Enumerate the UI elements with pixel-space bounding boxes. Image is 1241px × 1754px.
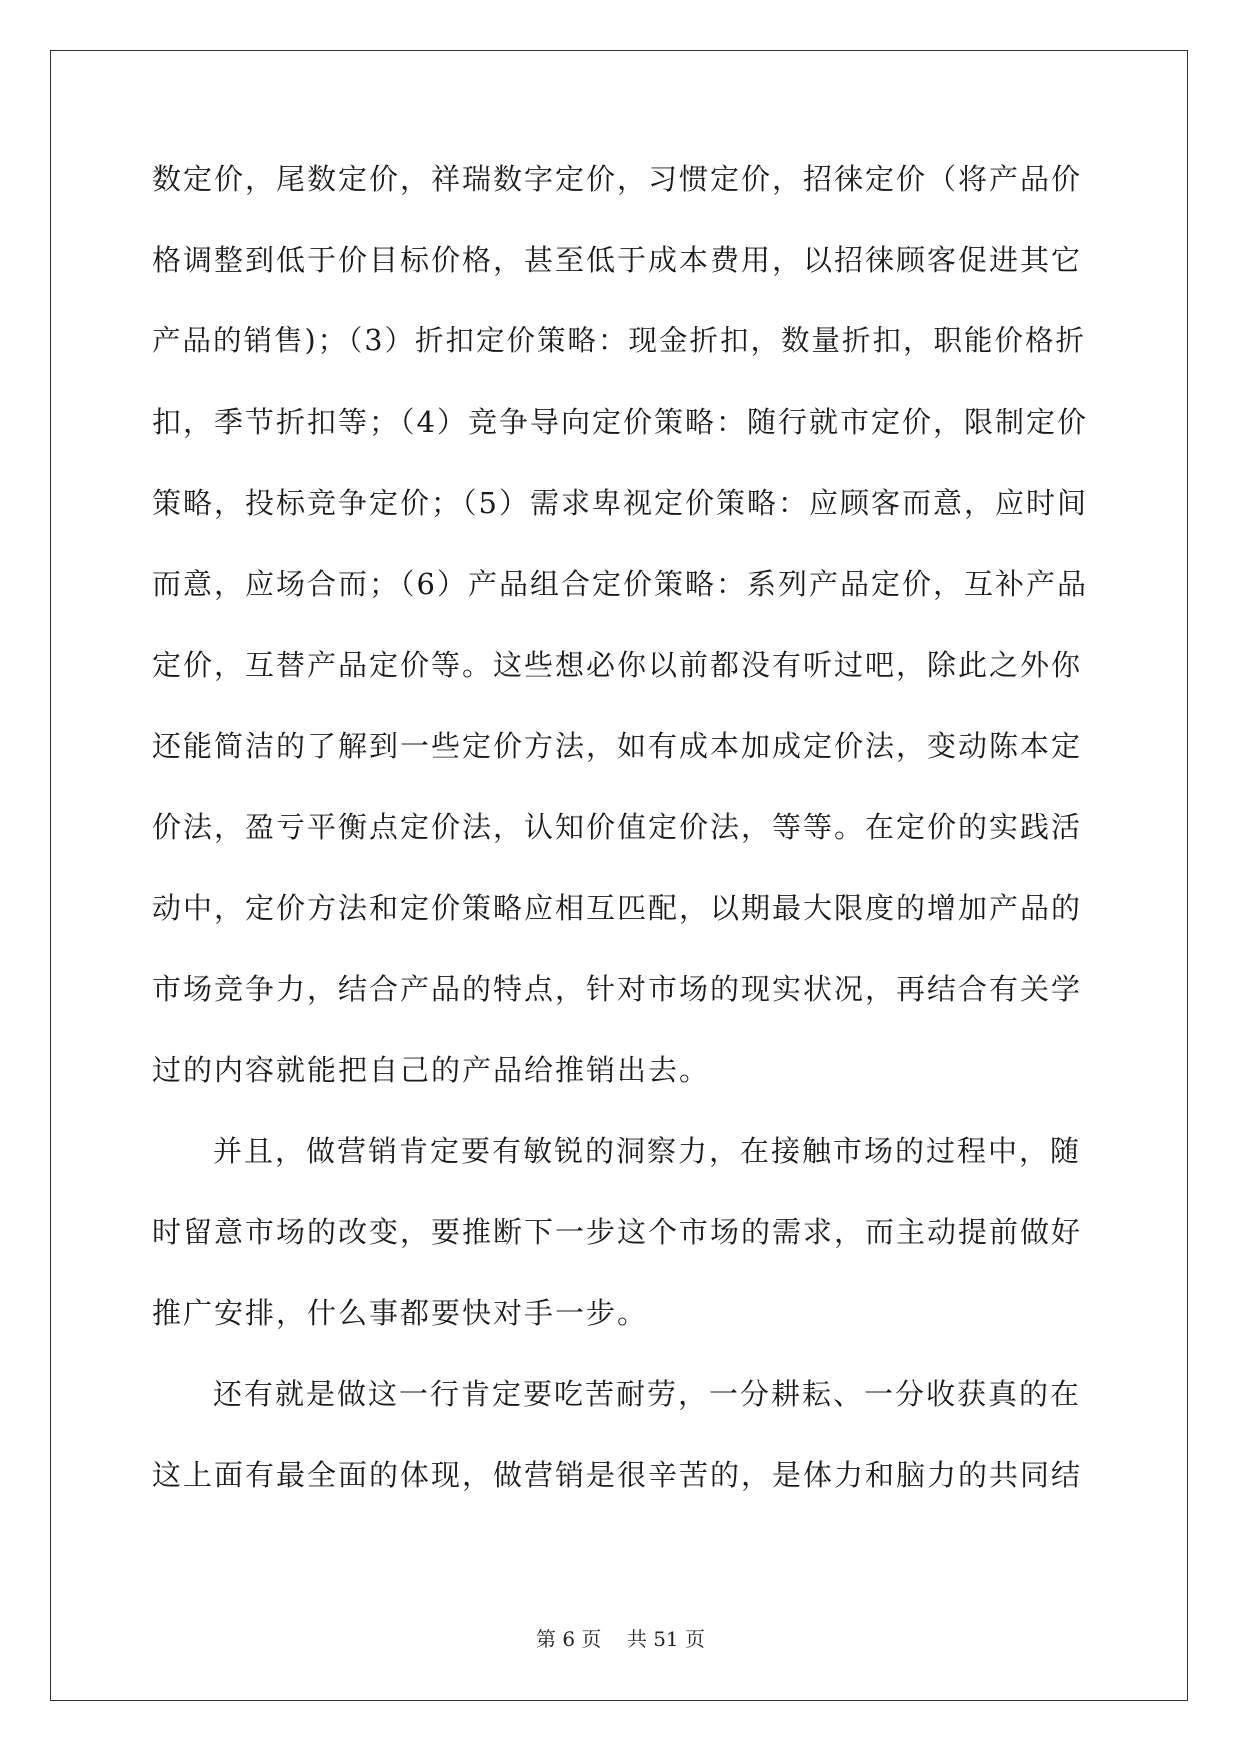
document-body: [152, 163, 1092, 1540]
text-line: 数定价，尾数定价，祥瑞数字定价，习惯定价，招徕定价（将产品价: [152, 162, 1083, 196]
text-line: 动中，定价方法和定价策略应相互匹配，以期最大限度的增加产品的: [152, 891, 1083, 925]
paragraph-first-line: 并且，做营销肯定要有敏锐的洞察力，在接触市场的过程中，随: [213, 1134, 1082, 1168]
text-line: 还能简洁的了解到一些定价方法，如有成本加成定价法，变动陈本定: [152, 729, 1083, 763]
text-line: 过的内容就能把自己的产品给推销出去。: [152, 1053, 711, 1087]
text-line: 产品的销售)；（3）折扣定价策略：现金折扣，数量折扣，职能价格折: [152, 324, 1087, 357]
page-number: 第 6 页 共 51 页: [535, 1627, 706, 1651]
text-line: 定价，互替产品定价等。这些想必你以前都没有听过吧，除此之外你: [152, 648, 1083, 682]
text-line: 价法，盈亏平衡点定价法，认知价值定价法，等等。在定价的实践活: [152, 810, 1083, 844]
text-line: 策略，投标竞争定价；（5）需求卑视定价策略：应顾客而意，应时间: [152, 486, 1088, 520]
paragraph-first-line: 还有就是做这一行肯定要吃苦耐劳，一分耕耘、一分收获真的在: [213, 1377, 1082, 1411]
text-line: 扣，季节折扣等；（4）竞争导向定价策略：随行就市定价，限制定价: [152, 405, 1088, 439]
text-line: 市场竞争力，结合产品的特点，针对市场的现实状况，再结合有关学: [152, 972, 1083, 1006]
text-line: 这上面有最全面的体现，做营销是很辛苦的，是体力和脑力的共同结: [152, 1458, 1083, 1492]
text-line: 而意，应场合而；（6）产品组合定价策略：系列产品定价，互补产品: [152, 567, 1088, 601]
text-line: 时留意市场的改变，要推断下一步这个市场的需求，而主动提前做好: [152, 1215, 1083, 1249]
text-line: 格调整到低于价目标价格，甚至低于成本费用，以招徕顾客促进其它: [152, 243, 1083, 277]
text-line: 推广安排，什么事都要快对手一步。: [152, 1296, 649, 1330]
page-footer: [0, 1623, 1241, 1652]
